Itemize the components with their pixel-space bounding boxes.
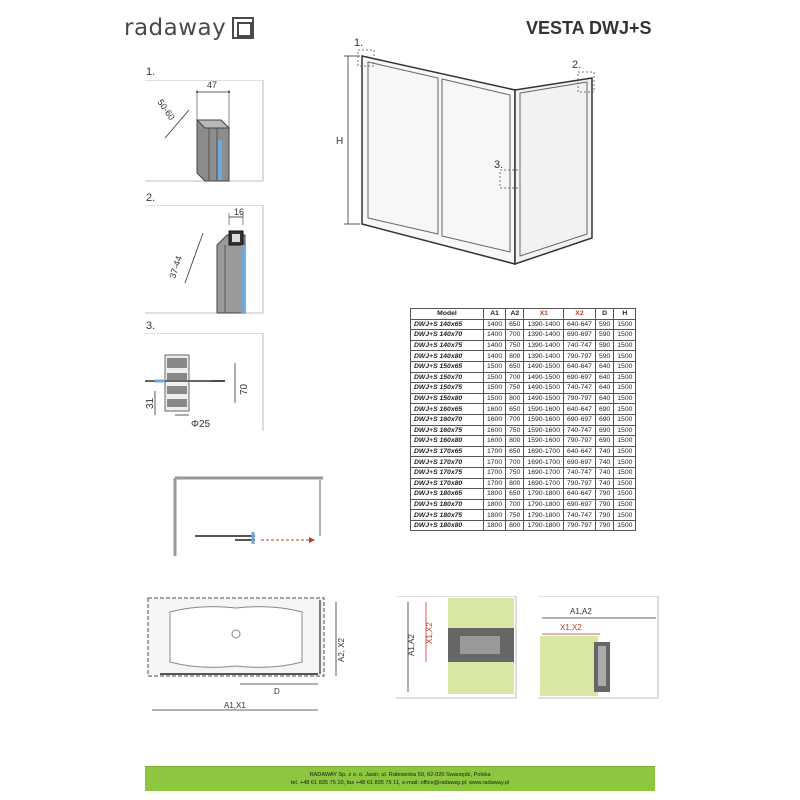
table-cell: DWJ+S 160x80 <box>411 436 484 447</box>
table-cell: DWJ+S 170x70 <box>411 457 484 468</box>
table-row <box>411 351 636 362</box>
detail-1-profile-top <box>145 80 265 182</box>
table-cell: 690 <box>595 425 613 436</box>
table-cell: 1390-1400 <box>524 319 564 330</box>
table-cell: 1490-1500 <box>524 361 564 372</box>
section-side-x1x2-label: X1,X2 <box>560 623 582 632</box>
table-cell: DWJ+S 170x65 <box>411 446 484 457</box>
table-cell: 1600 <box>484 404 506 415</box>
header-d: D <box>595 309 613 320</box>
table-cell: 1690-1700 <box>524 478 564 489</box>
header-h: H <box>614 309 636 320</box>
table-cell: 700 <box>506 457 524 468</box>
detail-1-height: 50-60 <box>155 97 177 123</box>
table-cell: 690-697 <box>563 330 595 341</box>
table-cell: 700 <box>506 499 524 510</box>
table-cell: 1490-1500 <box>524 372 564 383</box>
section-view-side <box>538 596 660 700</box>
bathtub-plan <box>140 590 350 720</box>
table-row <box>411 404 636 415</box>
detail-3-length: 70 <box>239 383 250 395</box>
section-x1x2-label: X1,X2 <box>425 622 434 644</box>
table-cell: DWJ+S 140x65 <box>411 319 484 330</box>
logo-square-icon <box>232 17 254 39</box>
spec-table-header <box>411 309 636 320</box>
table-cell: 740-747 <box>563 510 595 521</box>
table-cell: 740-747 <box>563 340 595 351</box>
table-cell: 740-747 <box>563 383 595 394</box>
table-cell: 790-797 <box>563 478 595 489</box>
table-cell: 1500 <box>614 372 636 383</box>
table-cell: 800 <box>506 436 524 447</box>
detail-2-width: 16 <box>234 207 245 217</box>
table-cell: DWJ+S 180x80 <box>411 520 484 531</box>
table-cell: 1500 <box>484 372 506 383</box>
table-cell: 740-747 <box>563 425 595 436</box>
detail-3-offset: 31 <box>145 397 156 409</box>
table-cell: 640 <box>595 361 613 372</box>
table-cell: 740-747 <box>563 467 595 478</box>
table-cell: DWJ+S 150x75 <box>411 383 484 394</box>
table-cell: 1500 <box>614 425 636 436</box>
step-1-label: 1. <box>146 66 156 78</box>
header-model: Model <box>411 309 484 320</box>
table-row <box>411 478 636 489</box>
table-row <box>411 361 636 372</box>
table-cell: 690 <box>595 404 613 415</box>
table-cell: 1600 <box>484 425 506 436</box>
table-cell: 1790-1800 <box>524 489 564 500</box>
table-cell: 590 <box>595 340 613 351</box>
header-a1: A1 <box>484 309 506 320</box>
table-cell: 750 <box>506 425 524 436</box>
table-cell: DWJ+S 170x80 <box>411 478 484 489</box>
table-cell: 1500 <box>614 351 636 362</box>
table-cell: 1700 <box>484 446 506 457</box>
table-cell: 650 <box>506 489 524 500</box>
table-cell: 640 <box>595 393 613 404</box>
table-cell: 1500 <box>614 520 636 531</box>
table-cell: 1500 <box>614 330 636 341</box>
table-cell: 800 <box>506 393 524 404</box>
table-cell: 1500 <box>614 489 636 500</box>
detail-1-width: 47 <box>207 80 218 90</box>
table-cell: 700 <box>506 414 524 425</box>
product-title: VESTA DWJ+S <box>526 18 652 38</box>
table-cell: DWJ+S 180x70 <box>411 499 484 510</box>
table-cell: 800 <box>506 520 524 531</box>
table-cell: 640-647 <box>563 446 595 457</box>
table-cell: 1790-1800 <box>524 510 564 521</box>
footer-bar <box>145 766 655 791</box>
table-cell: 1500 <box>484 393 506 404</box>
table-cell: 790-797 <box>563 351 595 362</box>
table-cell: 590 <box>595 351 613 362</box>
table-cell: 1390-1400 <box>524 351 564 362</box>
section-side-a1a2-label: A1,A2 <box>570 607 592 616</box>
table-row <box>411 319 636 330</box>
table-row <box>411 446 636 457</box>
table-cell: DWJ+S 180x75 <box>411 510 484 521</box>
table-cell: 1690-1700 <box>524 457 564 468</box>
table-cell: 1390-1400 <box>524 340 564 351</box>
callout-1: 1. <box>354 38 364 49</box>
table-cell: 750 <box>506 340 524 351</box>
table-row <box>411 499 636 510</box>
table-cell: 650 <box>506 446 524 457</box>
table-cell: 1700 <box>484 467 506 478</box>
table-cell: 750 <box>506 510 524 521</box>
table-cell: DWJ+S 150x70 <box>411 372 484 383</box>
table-cell: 640-647 <box>563 404 595 415</box>
header-x1: X1 <box>524 309 564 320</box>
footer-contact: tel. +48 61 835 75 10, fax +48 61 835 75 11, e-mail: office@radaway.pl, www.radaway.pl <box>290 780 510 786</box>
table-cell: 1500 <box>614 457 636 468</box>
table-cell: 790 <box>595 499 613 510</box>
table-cell: DWJ+S 170x75 <box>411 467 484 478</box>
table-cell: 1500 <box>484 361 506 372</box>
table-cell: 750 <box>506 383 524 394</box>
top-view-sliding <box>165 470 325 560</box>
table-row <box>411 383 636 394</box>
table-row <box>411 414 636 425</box>
table-cell: 1400 <box>484 340 506 351</box>
table-cell: 1400 <box>484 319 506 330</box>
table-cell: 1690-1700 <box>524 446 564 457</box>
table-cell: DWJ+S 150x65 <box>411 361 484 372</box>
table-cell: 1500 <box>614 404 636 415</box>
table-row <box>411 457 636 468</box>
table-cell: 1500 <box>614 319 636 330</box>
table-cell: 740 <box>595 446 613 457</box>
table-cell: 1490-1500 <box>524 383 564 394</box>
table-row <box>411 467 636 478</box>
table-cell: 790-797 <box>563 393 595 404</box>
table-cell: 1590-1600 <box>524 436 564 447</box>
header-a2: A2 <box>506 309 524 320</box>
table-cell: 590 <box>595 330 613 341</box>
table-cell: 1500 <box>614 499 636 510</box>
height-label: H <box>336 136 344 147</box>
plan-a2x2-label: A2, X2 <box>337 637 346 662</box>
table-cell: 740 <box>595 467 613 478</box>
table-cell: 1700 <box>484 457 506 468</box>
radaway-logo <box>124 14 254 42</box>
table-cell: 700 <box>506 330 524 341</box>
table-cell: 640 <box>595 372 613 383</box>
table-cell: 640-647 <box>563 319 595 330</box>
table-row <box>411 330 636 341</box>
table-cell: DWJ+S 140x75 <box>411 340 484 351</box>
table-cell: 640-647 <box>563 489 595 500</box>
section-view-front <box>396 596 518 700</box>
table-cell: 1500 <box>614 436 636 447</box>
table-cell: 1590-1600 <box>524 404 564 415</box>
table-cell: 790 <box>595 489 613 500</box>
table-cell: 650 <box>506 361 524 372</box>
table-cell: 1500 <box>614 393 636 404</box>
table-cell: 1500 <box>614 414 636 425</box>
table-cell: 650 <box>506 319 524 330</box>
table-cell: 750 <box>506 467 524 478</box>
table-cell: 1590-1600 <box>524 414 564 425</box>
table-cell: 690 <box>595 414 613 425</box>
table-cell: 790 <box>595 510 613 521</box>
table-cell: 800 <box>506 478 524 489</box>
table-row <box>411 393 636 404</box>
table-cell: 1590-1600 <box>524 425 564 436</box>
table-cell: 740 <box>595 457 613 468</box>
spec-table <box>410 308 636 531</box>
table-cell: 1700 <box>484 478 506 489</box>
table-cell: 640-647 <box>563 361 595 372</box>
table-cell: 590 <box>595 319 613 330</box>
table-row <box>411 510 636 521</box>
table-cell: 1500 <box>614 361 636 372</box>
step-2-label: 2. <box>146 192 156 204</box>
table-cell: 1490-1500 <box>524 393 564 404</box>
step-3-label: 3. <box>146 320 156 332</box>
table-cell: DWJ+S 140x70 <box>411 330 484 341</box>
table-cell: 700 <box>506 372 524 383</box>
table-cell: 1500 <box>614 467 636 478</box>
table-cell: 790-797 <box>563 436 595 447</box>
table-cell: 690 <box>595 436 613 447</box>
table-cell: 650 <box>506 404 524 415</box>
table-cell: 1600 <box>484 436 506 447</box>
table-cell: 1690-1700 <box>524 467 564 478</box>
detail-3-handle <box>145 333 265 433</box>
logo-text: radaway <box>124 15 227 41</box>
table-cell: 1790-1800 <box>524 499 564 510</box>
table-cell: 1500 <box>614 478 636 489</box>
table-cell: 1400 <box>484 351 506 362</box>
table-cell: DWJ+S 150x80 <box>411 393 484 404</box>
table-row <box>411 425 636 436</box>
plan-d-label: D <box>274 687 280 696</box>
table-cell: DWJ+S 160x65 <box>411 404 484 415</box>
table-cell: 1800 <box>484 510 506 521</box>
detail-2-height: 37-44 <box>167 254 185 280</box>
table-cell: 690-697 <box>563 457 595 468</box>
table-row <box>411 372 636 383</box>
table-cell: 800 <box>506 351 524 362</box>
detail-2-profile-wall <box>145 205 265 315</box>
table-cell: 690-697 <box>563 414 595 425</box>
table-cell: 1600 <box>484 414 506 425</box>
table-cell: 790 <box>595 520 613 531</box>
table-cell: 1500 <box>614 510 636 521</box>
table-cell: 1790-1800 <box>524 520 564 531</box>
table-cell: 690-697 <box>563 372 595 383</box>
table-cell: DWJ+S 140x80 <box>411 351 484 362</box>
table-cell: 1500 <box>614 383 636 394</box>
table-row <box>411 520 636 531</box>
table-cell: 690-697 <box>563 499 595 510</box>
table-row <box>411 489 636 500</box>
table-cell: 1800 <box>484 489 506 500</box>
table-cell: DWJ+S 160x70 <box>411 414 484 425</box>
table-cell: 1400 <box>484 330 506 341</box>
table-cell: 1500 <box>484 383 506 394</box>
enclosure-isometric <box>330 38 600 278</box>
table-row <box>411 340 636 351</box>
callout-3: 3. <box>494 159 504 171</box>
table-cell: 1390-1400 <box>524 330 564 341</box>
table-cell: 1500 <box>614 340 636 351</box>
callout-2: 2. <box>572 59 582 71</box>
detail-3-diameter: Φ25 <box>191 419 211 430</box>
table-cell: 640 <box>595 383 613 394</box>
table-cell: DWJ+S 160x75 <box>411 425 484 436</box>
table-cell: 740 <box>595 478 613 489</box>
section-a1a2-label: A1,A2 <box>407 634 416 656</box>
footer-address: RADAWAY Sp. z o. o. Jasin; ul. Rabowicka 59, 62-020 Swarzędz, Polska <box>309 772 491 778</box>
table-row <box>411 436 636 447</box>
table-cell: 790-797 <box>563 520 595 531</box>
table-cell: 1500 <box>614 446 636 457</box>
header-x2: X2 <box>563 309 595 320</box>
plan-a1x1-label: A1,X1 <box>224 701 246 710</box>
table-cell: DWJ+S 180x65 <box>411 489 484 500</box>
table-cell: 1800 <box>484 499 506 510</box>
table-cell: 1800 <box>484 520 506 531</box>
